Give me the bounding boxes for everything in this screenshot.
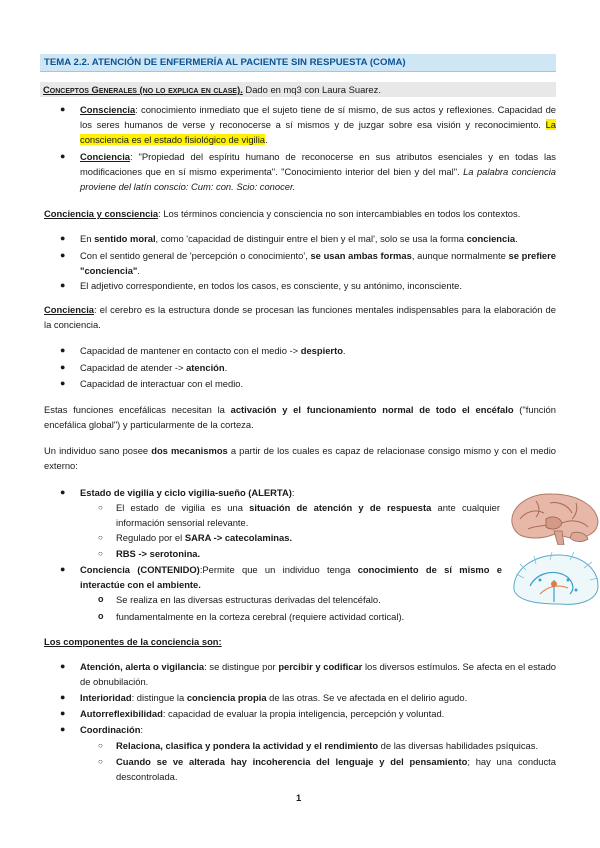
diferencia-item-1 <box>60 231 556 246</box>
conciencia-def-item <box>60 149 556 194</box>
componentes-heading <box>44 634 556 649</box>
bullet-icon: ● <box>60 661 66 671</box>
diferencia-paragraph <box>44 206 556 221</box>
text: El adjetivo correspondiente, en todos los casos, es consciente, y su antónimo, inconsciente. <box>80 280 462 291</box>
contenido-label: Conciencia (CONTENIDO) <box>80 564 200 575</box>
bullet-icon: ● <box>60 362 66 372</box>
contenido-item <box>60 562 502 592</box>
bold-text: Coordinación <box>80 724 141 735</box>
topic-title <box>40 54 556 71</box>
consciencia-text: : conocimiento inmediato que el sujeto tiene de sí mismo, de sus actos y reflexiones. Capacidad de los seres humanos de verse y reconocerse a sí mismos y de juzgar sobre esa visión y reconocimiento. <box>80 104 556 130</box>
bold-text: Relaciona, clasifica y pondera la actividad y el rendimiento <box>116 740 379 751</box>
componente-autorreflexibilidad <box>60 706 556 721</box>
text: : <box>140 724 144 735</box>
circle-bullet-icon: ○ <box>98 741 103 750</box>
title-divider <box>40 71 556 72</box>
bold-text: Atención, alerta o vigilancia <box>80 661 205 672</box>
bullet-icon: ● <box>60 250 66 260</box>
text: El estado de vigilia es una <box>116 502 250 513</box>
text: Capacidad de mantener en contacto con el medio -> <box>80 345 301 356</box>
text: a partir de los cuales es capaz de relacionase consigo mismo y con el medio externo: <box>44 445 557 471</box>
text: , como 'capacidad de distinguir entre el bien y el mal', solo se usa la forma <box>155 233 467 244</box>
bold-text: RBS -> serotonina. <box>116 548 201 559</box>
consciencia-highlight: La consciencia es el estado fisiológico de vigilia <box>80 119 556 145</box>
coordinacion-sub-2 <box>98 754 556 784</box>
bold-text: atención <box>186 362 225 373</box>
bullet-icon: ● <box>60 692 66 702</box>
general-concepts-heading: Conceptos Generales (no lo explica en clase). <box>43 84 243 95</box>
text: los diversos estímulos. Se afecta en el estado de obnubilación. <box>80 661 556 687</box>
text: Un individuo sano posee <box>44 445 152 456</box>
bullet-icon: ● <box>60 708 66 718</box>
text: . <box>515 233 518 244</box>
text: : capacidad de evaluar la propia inteligencia, percepción y voluntad. <box>162 708 445 719</box>
circle-bullet-icon: ○ <box>98 757 103 766</box>
text: : distingue la <box>131 692 187 703</box>
bullet-icon: ● <box>60 487 66 497</box>
bullet-icon: ● <box>60 724 66 734</box>
brain-illustration <box>506 489 600 545</box>
bold-text: Autorreflexibilidad <box>80 708 163 719</box>
text: Con el sentido general de 'percepción o conocimiento', <box>80 250 311 261</box>
brain-diagram <box>510 550 600 610</box>
bold-text: conciencia propia <box>186 692 267 703</box>
bullet-icon: ● <box>60 151 66 161</box>
text: :Permite que un individuo tenga <box>199 564 358 575</box>
cerebro-item-3 <box>60 376 556 391</box>
bold-text: SARA -> catecolaminas. <box>184 532 293 543</box>
cerebro-term: Conciencia <box>44 304 95 315</box>
componente-interioridad <box>60 690 556 705</box>
text: de las diversas habilidades psíquicas. <box>378 740 539 751</box>
general-concepts-bar <box>40 82 556 97</box>
vigilia-label: Estado de vigilia y ciclo vigilia-sueño (ALERTA) <box>80 487 292 498</box>
cerebro-item-1 <box>60 343 556 358</box>
contenido-sub-1 <box>98 592 556 607</box>
text: ; hay una conducta descontrolada. <box>116 756 556 782</box>
bold-text: activación y el funcionamiento normal de todo el encéfalo <box>230 404 514 415</box>
bold-text: dos mecanismos <box>151 445 228 456</box>
vigilia-sub-3 <box>98 546 500 561</box>
diferencia-term: Conciencia y consciencia <box>44 208 159 219</box>
consciencia-term: Consciencia <box>80 104 136 115</box>
mecanismos-paragraph <box>44 443 556 473</box>
bold-text: conocimiento de sí mismo e interactúe con el ambiente. <box>80 564 502 590</box>
bullet-icon: ● <box>60 104 66 114</box>
text: fundamentalmente en la corteza cerebral (requiere actividad cortical). <box>116 611 405 622</box>
text: . <box>137 265 140 276</box>
diferencia-text: : Los términos conciencia y consciencia no son intercambiables en todos los contextos. <box>158 208 521 219</box>
text: ("función encefálica global") y particularmente de la corteza. <box>44 404 556 430</box>
bold-text: conciencia <box>466 233 516 244</box>
bold-text: despierto <box>300 345 343 356</box>
bullet-icon: ● <box>60 233 66 243</box>
page-number: 1 <box>296 792 302 803</box>
bold-text: sentido moral <box>94 233 156 244</box>
vigilia-sub-2 <box>98 530 500 545</box>
text: . <box>342 345 346 356</box>
text: de las otras. Se ve afectada en el delirio agudo. <box>266 692 468 703</box>
circle-bullet-icon: ○ <box>98 549 103 558</box>
consciencia-end: . <box>265 134 268 145</box>
conciencia-def-etymology: La palabra conciencia proviene del latín conscio: Cum: con. Scio: conocer. <box>80 166 556 192</box>
vigilia-item <box>60 485 556 500</box>
consciencia-item <box>60 102 556 147</box>
text: : se distingue por <box>204 661 279 672</box>
text: ante cualquier información sensorial relevante. <box>116 502 500 528</box>
diferencia-item-2 <box>60 248 556 278</box>
contenido-sub-2 <box>98 609 556 624</box>
conciencia-def-text: : "Propiedad del espíritu humano de reconocerse en sus atributos esenciales y en todas las modificaciones que en sí mismo experimenta". "Conocimiento interior del bien y del mal". <box>80 151 556 177</box>
text: , aunque normalmente <box>411 250 509 261</box>
text: En <box>80 233 95 244</box>
bold-text: percibir y codificar <box>278 661 363 672</box>
circle-bullet-icon: ○ <box>98 533 103 542</box>
bullet-icon: ● <box>60 564 66 574</box>
diferencia-item-3 <box>60 278 556 293</box>
text: Estas funciones encefálicas necesitan la <box>44 404 231 415</box>
bold-text: Interioridad <box>80 692 132 703</box>
bold-text: se prefiere "conciencia" <box>80 250 556 276</box>
componente-coordinacion <box>60 722 556 737</box>
text: . <box>224 362 228 373</box>
bold-text: Cuando se ve alterada hay incoherencia del lenguaje y del pensamiento <box>116 756 468 767</box>
general-concepts-note: Dado en mq3 con Laura Suarez. <box>242 84 381 95</box>
text: Se realiza en las diversas estructuras derivadas del telencéfalo. <box>116 594 381 605</box>
conciencia-def-term: Conciencia <box>80 151 131 162</box>
coordinacion-sub-1 <box>98 738 556 753</box>
vigilia-sub-1 <box>98 500 500 530</box>
funciones-paragraph <box>44 402 556 432</box>
cerebro-text: : el cerebro es la estructura donde se procesan las funciones mentales indispensables para la elaboración de la conciencia. <box>44 304 556 330</box>
text: Capacidad de atender -> <box>80 362 187 373</box>
text: Regulado por el <box>116 532 185 543</box>
bold-text: situación de atención y de respuesta <box>249 502 432 513</box>
bold-text: Los componentes de la conciencia son: <box>44 636 222 647</box>
o-bullet-icon: o <box>98 611 104 621</box>
bullet-icon: ● <box>60 378 66 388</box>
text: : <box>291 487 295 498</box>
cerebro-item-2 <box>60 360 556 375</box>
cerebro-paragraph <box>44 302 556 332</box>
componente-atencion <box>60 659 556 689</box>
o-bullet-icon: o <box>98 594 104 604</box>
bullet-icon: ● <box>60 345 66 355</box>
topic-title-text: TEMA 2.2. ATENCIÓN DE ENFERMERÍA AL PACIENTE SIN RESPUESTA (COMA) <box>44 57 406 68</box>
circle-bullet-icon: ○ <box>98 503 103 512</box>
bold-text: se usan ambas formas <box>310 250 412 261</box>
text: Capacidad de interactuar con el medio. <box>80 378 244 389</box>
bullet-icon: ● <box>60 280 66 290</box>
